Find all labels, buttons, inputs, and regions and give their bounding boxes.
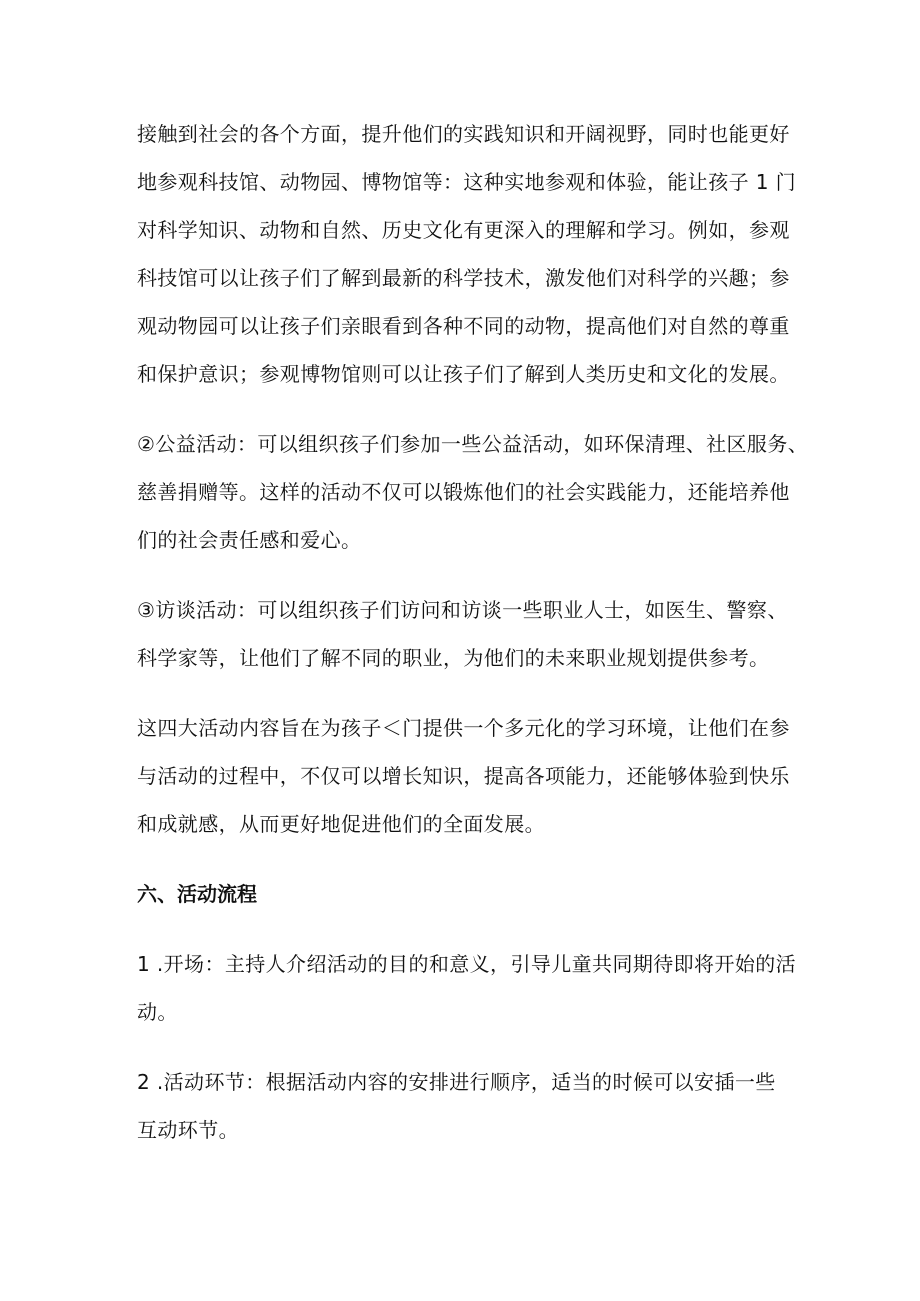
text-line: ②公益活动：可以组织孩子们参加一些公益活动，如环保清理、社区服务、 [137, 432, 809, 456]
text-line: 1 .开场：主持人介绍活动的目的和意义，引导儿童共同期待即将开始的活 [137, 952, 797, 976]
text-line: 动。 [137, 1000, 178, 1024]
text-line: 对科学知识、动物和自然、历史文化有更深入的理解和学习。例如，参观 [137, 218, 790, 242]
text-line: 科学家等，让他们了解不同的职业，为他们的未来职业规划提供参考。 [137, 646, 770, 670]
document-body [137, 110, 809, 1176]
paragraph-field-visits [137, 110, 802, 398]
paragraph-interviews [137, 586, 802, 682]
text-line: 和保护意识；参观博物馆则可以让孩子们了解到人类历史和文化的发展。 [137, 362, 790, 386]
text-line: 2 .活动环节：根据活动内容的安排进行顺序，适当的时候可以安插一些 [137, 1070, 776, 1094]
text-line: 们的社会责任感和爱心。 [137, 528, 362, 552]
text-line: 互动环节。 [137, 1118, 239, 1142]
section-heading: 六、活动流程 [137, 882, 257, 906]
text-line: 科技馆可以让孩子们了解到最新的科学技术，激发他们对科学的兴趣；参 [137, 266, 790, 290]
text-line: ③访谈活动：可以组织孩子们访问和访谈一些职业人士，如医生、警察、 [137, 598, 788, 622]
text-line: 观动物园可以让孩子们亲眼看到各种不同的动物，提高他们对自然的尊重 [137, 314, 790, 338]
paragraph-step-activities [137, 1058, 802, 1154]
text-line: 接触到社会的各个方面，提升他们的实践知识和开阔视野，同时也能更好 [137, 122, 790, 146]
text-line: 和成就感，从而更好地促进他们的全面发展。 [137, 812, 545, 836]
paragraph-summary [137, 704, 802, 848]
text-line: 地参观科技馆、动物园、博物馆等：这种实地参观和体验，能让孩子 1 门 [137, 170, 797, 194]
text-line: 与活动的过程中，不仅可以增长知识，提高各项能力，还能够体验到快乐 [137, 764, 790, 788]
text-line: 慈善捐赠等。这样的活动不仅可以锻炼他们的社会实践能力，还能培养他 [137, 480, 790, 504]
paragraph-step-opening [137, 940, 802, 1036]
paragraph-public-welfare [137, 420, 809, 564]
text-line: 这四大活动内容旨在为孩子＜门提供一个多元化的学习环境，让他们在参 [137, 716, 790, 740]
